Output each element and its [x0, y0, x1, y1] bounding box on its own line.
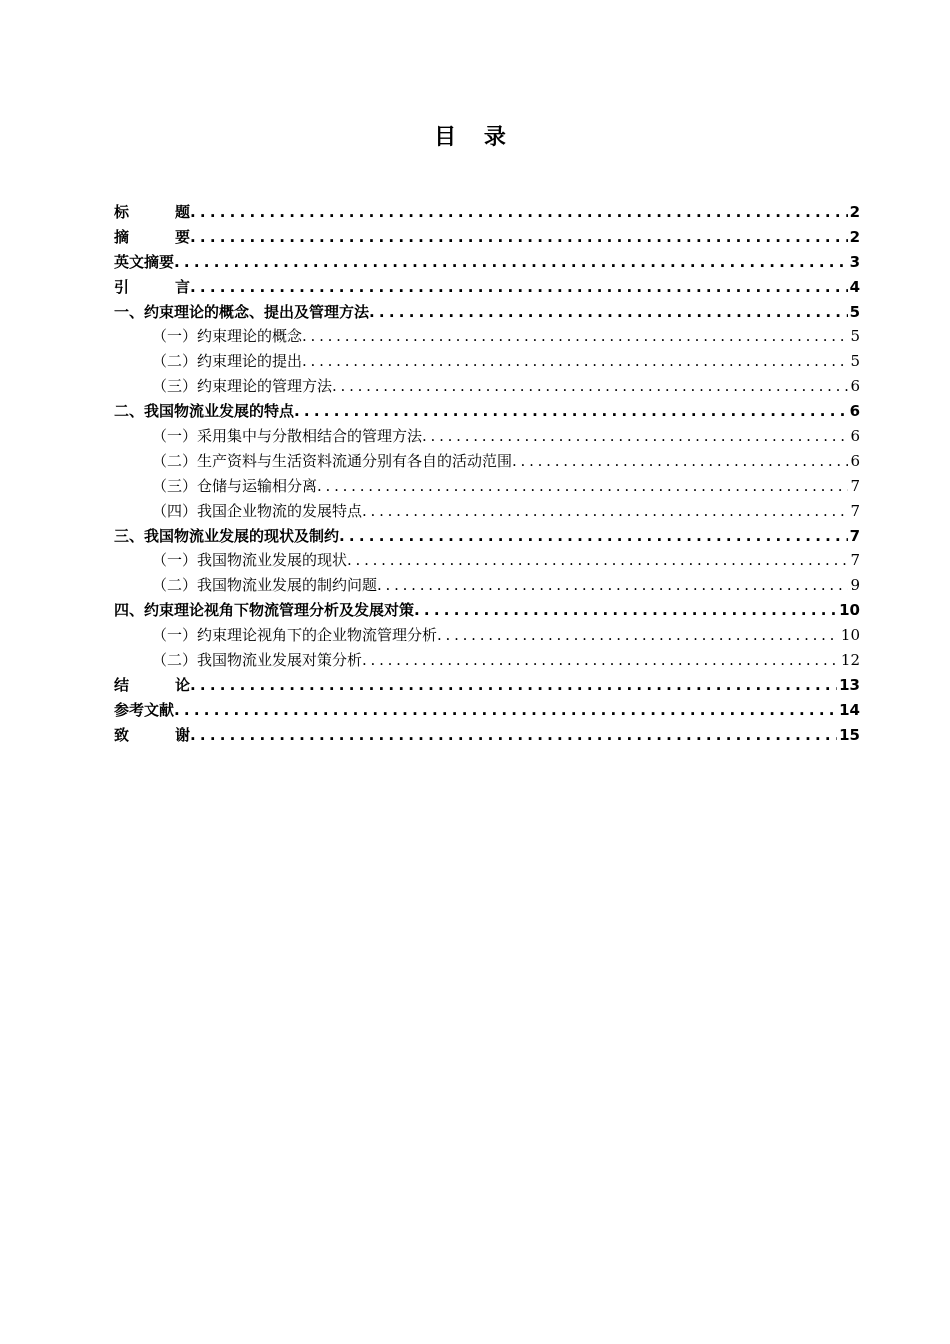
toc-page-number: 6 — [850, 451, 860, 470]
toc-dot-leader — [347, 548, 848, 573]
toc-page-number: 3 — [849, 252, 860, 271]
toc-page-number: 7 — [850, 551, 860, 570]
table-of-contents — [114, 200, 860, 748]
toc-entry[interactable] — [114, 324, 860, 349]
toc-page-number: 10 — [840, 626, 860, 645]
toc-entry[interactable] — [114, 250, 860, 275]
toc-dot-leader — [190, 225, 848, 250]
toc-page-number: 7 — [850, 501, 860, 520]
toc-page-number: 6 — [849, 402, 860, 421]
toc-entry[interactable] — [114, 275, 860, 300]
toc-entry[interactable] — [114, 623, 860, 648]
toc-dot-leader — [317, 474, 848, 499]
toc-entry[interactable] — [114, 723, 860, 748]
toc-dot-leader — [369, 300, 848, 325]
toc-entry-label: （三）约束理论的管理方法 — [152, 377, 333, 396]
toc-page-number: 5 — [849, 302, 860, 321]
toc-entry[interactable] — [114, 499, 860, 524]
toc-page-number: 7 — [849, 526, 860, 545]
toc-entry[interactable] — [114, 399, 860, 424]
toc-dot-leader — [190, 200, 848, 225]
toc-entry-label: 二、我国物流业发展的特点 — [114, 402, 295, 421]
toc-entry-label: （二）我国物流业发展的制约问题 — [152, 576, 378, 595]
toc-entry-label: 四、约束理论视角下物流管理分析及发展对策 — [114, 601, 415, 620]
toc-entry-label: （一）我国物流业发展的现状 — [152, 551, 348, 570]
toc-page-number: 14 — [839, 700, 860, 719]
toc-entry-label: 一、约束理论的概念、提出及管理方法 — [114, 302, 370, 321]
toc-entry[interactable] — [114, 598, 860, 623]
toc-entry-label: （一）采用集中与分散相结合的管理方法 — [152, 427, 423, 446]
toc-entry-label: 标 题 — [114, 203, 190, 221]
toc-entry[interactable] — [114, 300, 860, 325]
toc-dot-leader — [414, 598, 837, 623]
toc-page-number: 2 — [849, 203, 860, 221]
toc-page-number: 5 — [850, 352, 860, 371]
toc-dot-leader — [437, 623, 839, 648]
toc-entry[interactable] — [114, 225, 860, 250]
toc-entry[interactable] — [114, 673, 860, 698]
toc-dot-leader — [174, 250, 848, 275]
toc-entry[interactable] — [114, 524, 860, 549]
toc-page-number: 10 — [839, 601, 860, 620]
toc-dot-leader — [422, 424, 848, 449]
toc-entry-label: 引 言 — [114, 277, 190, 296]
toc-dot-leader — [332, 374, 848, 399]
toc-page-number: 7 — [850, 476, 860, 495]
toc-entry-label: 英文摘要 — [114, 252, 175, 271]
toc-dot-leader — [302, 324, 848, 349]
toc-entry-label: （四）我国企业物流的发展特点 — [152, 501, 363, 520]
toc-entry[interactable] — [114, 374, 860, 399]
toc-entry-label: 摘 要 — [114, 227, 190, 246]
toc-entry-label: 三、我国物流业发展的现状及制约 — [114, 526, 340, 545]
toc-page-number: 13 — [839, 675, 860, 694]
toc-entry-label: 结 论 — [114, 675, 190, 694]
toc-dot-leader — [174, 698, 837, 723]
toc-entry[interactable] — [114, 424, 860, 449]
toc-dot-leader — [362, 648, 839, 673]
toc-entry-label: （二）生产资料与生活资料流通分别有各自的活动范围 — [152, 451, 513, 470]
toc-page-number: 5 — [850, 327, 860, 346]
toc-entry-label: （一）约束理论的概念 — [152, 327, 303, 346]
toc-dot-leader — [190, 723, 837, 748]
toc-entry-label: 致 谢 — [114, 725, 190, 744]
toc-entry[interactable] — [114, 474, 860, 499]
toc-page-number: 2 — [849, 227, 860, 246]
toc-dot-leader — [339, 524, 848, 549]
toc-dot-leader — [362, 499, 848, 524]
toc-page-number: 4 — [849, 277, 860, 296]
toc-dot-leader — [294, 399, 848, 424]
toc-entry-label: 参考文献 — [114, 700, 175, 719]
toc-entry-label: （三）仓储与运输相分离 — [152, 476, 318, 495]
toc-dot-leader — [190, 673, 837, 698]
toc-entry-label: （二）约束理论的提出 — [152, 352, 303, 371]
toc-page-number: 6 — [850, 427, 860, 446]
toc-dot-leader — [377, 573, 848, 598]
toc-page-number: 12 — [840, 651, 860, 670]
toc-entry-label: （二）我国物流业发展对策分析 — [152, 651, 363, 670]
toc-entry[interactable] — [114, 648, 860, 673]
toc-dot-leader — [512, 449, 848, 474]
toc-page-number: 6 — [850, 377, 860, 396]
toc-entry[interactable] — [114, 698, 860, 723]
toc-entry[interactable] — [114, 200, 860, 225]
page-title: 目 录 — [434, 125, 516, 150]
toc-entry-label: （一）约束理论视角下的企业物流管理分析 — [152, 626, 438, 645]
toc-entry[interactable] — [114, 449, 860, 474]
toc-page-number: 15 — [839, 725, 860, 744]
toc-entry[interactable] — [114, 548, 860, 573]
toc-dot-leader — [302, 349, 848, 374]
toc-page-number: 9 — [850, 576, 860, 595]
toc-dot-leader — [190, 275, 848, 300]
toc-entry[interactable] — [114, 573, 860, 598]
toc-entry[interactable] — [114, 349, 860, 374]
